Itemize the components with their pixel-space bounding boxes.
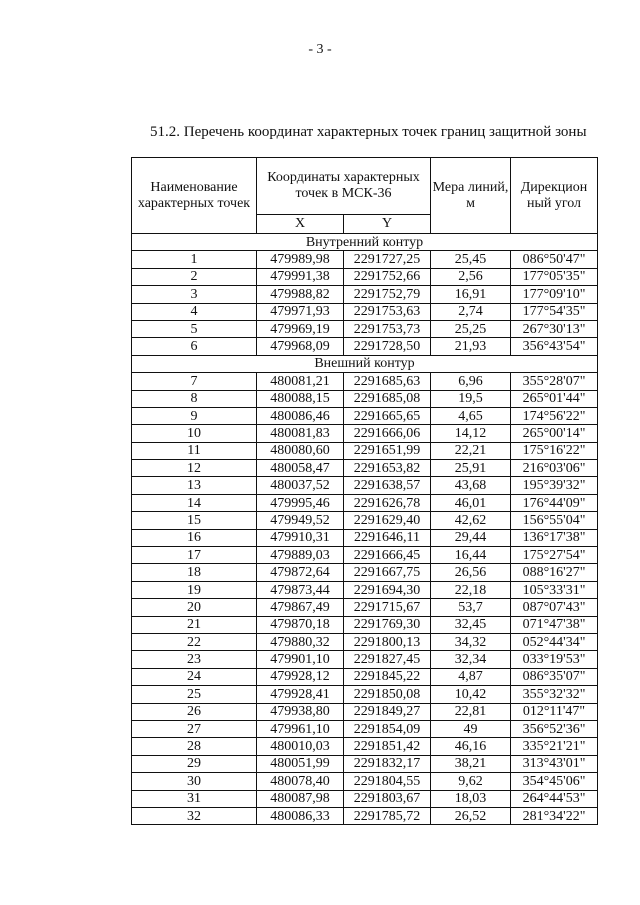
coord-x: 479995,46 [257, 494, 344, 511]
direction-angle: 177°54'35" [511, 303, 598, 320]
coord-y: 2291728,50 [344, 338, 431, 355]
line-length: 29,44 [431, 529, 511, 546]
point-number: 10 [132, 425, 257, 442]
coord-y: 2291629,40 [344, 512, 431, 529]
point-number: 2 [132, 268, 257, 285]
coord-y: 2291753,73 [344, 320, 431, 337]
header-x: X [257, 215, 344, 234]
line-length: 53,7 [431, 599, 511, 616]
point-number: 31 [132, 790, 257, 807]
direction-angle: 052°44'34" [511, 633, 598, 650]
coord-y: 2291653,82 [344, 460, 431, 477]
table-row [132, 720, 598, 737]
coord-y: 2291800,13 [344, 633, 431, 650]
direction-angle: 174°56'22" [511, 407, 598, 424]
table-row [132, 494, 598, 511]
coord-x: 479991,38 [257, 268, 344, 285]
direction-angle: 356°43'54" [511, 338, 598, 355]
point-number: 9 [132, 407, 257, 424]
coord-y: 2291715,67 [344, 599, 431, 616]
point-number: 15 [132, 512, 257, 529]
coord-x: 479949,52 [257, 512, 344, 529]
table-row [132, 807, 598, 824]
coord-x: 479961,10 [257, 720, 344, 737]
coord-y: 2291785,72 [344, 807, 431, 824]
header-point-name: Наименование характерных точек [132, 158, 257, 234]
coord-x: 480087,98 [257, 790, 344, 807]
coord-x: 479969,19 [257, 320, 344, 337]
coord-y: 2291804,55 [344, 773, 431, 790]
point-number: 32 [132, 807, 257, 824]
table-row [132, 703, 598, 720]
coord-y: 2291752,79 [344, 286, 431, 303]
line-length: 22,21 [431, 442, 511, 459]
line-length: 4,65 [431, 407, 511, 424]
line-length: 6,96 [431, 373, 511, 390]
point-number: 24 [132, 668, 257, 685]
line-length: 22,81 [431, 703, 511, 720]
direction-angle: 281°34'22" [511, 807, 598, 824]
line-length: 18,03 [431, 790, 511, 807]
coord-x: 480078,40 [257, 773, 344, 790]
table-row [132, 268, 598, 285]
direction-angle: 354°45'06" [511, 773, 598, 790]
direction-angle: 265°01'44" [511, 390, 598, 407]
table-row [132, 773, 598, 790]
line-length: 26,52 [431, 807, 511, 824]
header-coordinates: Координаты характерных точек в МСК-36 [257, 158, 431, 215]
coord-x: 480010,03 [257, 738, 344, 755]
coord-y: 2291832,17 [344, 755, 431, 772]
line-length: 25,91 [431, 460, 511, 477]
line-length: 49 [431, 720, 511, 737]
point-number: 6 [132, 338, 257, 355]
table-row [132, 755, 598, 772]
direction-angle: 086°35'07" [511, 668, 598, 685]
table-row [132, 686, 598, 703]
coord-y: 2291666,45 [344, 547, 431, 564]
line-length: 34,32 [431, 633, 511, 650]
line-length: 26,56 [431, 564, 511, 581]
table-row [132, 633, 598, 650]
table-row [132, 477, 598, 494]
table-caption: 51.2. Перечень координат характерных точек границ защитной зоны [150, 124, 587, 140]
coord-x: 480088,15 [257, 390, 344, 407]
line-length: 25,45 [431, 251, 511, 268]
line-length: 16,44 [431, 547, 511, 564]
point-number: 30 [132, 773, 257, 790]
point-number: 27 [132, 720, 257, 737]
direction-angle: 267°30'13" [511, 320, 598, 337]
point-number: 12 [132, 460, 257, 477]
coord-x: 479971,93 [257, 303, 344, 320]
table-row [132, 442, 598, 459]
direction-angle: 105°33'31" [511, 581, 598, 598]
line-length: 10,42 [431, 686, 511, 703]
coord-y: 2291646,11 [344, 529, 431, 546]
point-number: 29 [132, 755, 257, 772]
direction-angle: 088°16'27" [511, 564, 598, 581]
coord-y: 2291651,99 [344, 442, 431, 459]
section-title: Внешний контур [132, 355, 598, 372]
direction-angle: 356°52'36" [511, 720, 598, 737]
point-number: 28 [132, 738, 257, 755]
coord-x: 480051,99 [257, 755, 344, 772]
direction-angle: 176°44'09" [511, 494, 598, 511]
point-number: 7 [132, 373, 257, 390]
point-number: 3 [132, 286, 257, 303]
line-length: 4,87 [431, 668, 511, 685]
point-number: 8 [132, 390, 257, 407]
coord-x: 479870,18 [257, 616, 344, 633]
direction-angle: 087°07'43" [511, 599, 598, 616]
header-direction-angle: Дирекцион ный угол [511, 158, 598, 234]
line-length: 19,5 [431, 390, 511, 407]
coord-x: 479968,09 [257, 338, 344, 355]
table-row [132, 738, 598, 755]
point-number: 13 [132, 477, 257, 494]
line-length: 38,21 [431, 755, 511, 772]
coord-x: 480058,47 [257, 460, 344, 477]
table-row [132, 651, 598, 668]
coord-y: 2291752,66 [344, 268, 431, 285]
table-row [132, 668, 598, 685]
coord-y: 2291685,63 [344, 373, 431, 390]
direction-angle: 264°44'53" [511, 790, 598, 807]
coord-x: 480086,33 [257, 807, 344, 824]
coord-x: 480080,60 [257, 442, 344, 459]
line-length: 25,25 [431, 320, 511, 337]
table-row [132, 407, 598, 424]
direction-angle: 012°11'47" [511, 703, 598, 720]
coord-x: 480081,21 [257, 373, 344, 390]
coord-y: 2291694,30 [344, 581, 431, 598]
direction-angle: 177°09'10" [511, 286, 598, 303]
direction-angle: 175°16'22" [511, 442, 598, 459]
table-row [132, 425, 598, 442]
coord-x: 480037,52 [257, 477, 344, 494]
coord-y: 2291638,57 [344, 477, 431, 494]
coord-y: 2291769,30 [344, 616, 431, 633]
coord-x: 479989,98 [257, 251, 344, 268]
coord-x: 479938,80 [257, 703, 344, 720]
coord-x: 479873,44 [257, 581, 344, 598]
coord-y: 2291827,45 [344, 651, 431, 668]
direction-angle: 175°27'54" [511, 547, 598, 564]
point-number: 17 [132, 547, 257, 564]
coordinates-table [131, 157, 598, 825]
coord-y: 2291849,27 [344, 703, 431, 720]
section-title: Внутренний контур [132, 234, 598, 251]
direction-angle: 355°32'32" [511, 686, 598, 703]
line-length: 46,16 [431, 738, 511, 755]
direction-angle: 335°21'21" [511, 738, 598, 755]
coord-x: 479928,12 [257, 668, 344, 685]
table-row [132, 390, 598, 407]
point-number: 5 [132, 320, 257, 337]
point-number: 11 [132, 442, 257, 459]
coord-x: 479910,31 [257, 529, 344, 546]
table-row [132, 599, 598, 616]
point-number: 21 [132, 616, 257, 633]
table-row [132, 529, 598, 546]
table-row [132, 564, 598, 581]
coord-x: 479889,03 [257, 547, 344, 564]
coord-y: 2291665,65 [344, 407, 431, 424]
line-length: 22,18 [431, 581, 511, 598]
direction-angle: 071°47'38" [511, 616, 598, 633]
table-row [132, 320, 598, 337]
line-length: 9,62 [431, 773, 511, 790]
table-row [132, 286, 598, 303]
coord-x: 479901,10 [257, 651, 344, 668]
line-length: 14,12 [431, 425, 511, 442]
table-row [132, 547, 598, 564]
point-number: 26 [132, 703, 257, 720]
point-number: 25 [132, 686, 257, 703]
header-y: Y [344, 215, 431, 234]
table-row [132, 616, 598, 633]
line-length: 2,74 [431, 303, 511, 320]
coord-y: 2291850,08 [344, 686, 431, 703]
line-length: 32,45 [431, 616, 511, 633]
table-row [132, 373, 598, 390]
table-row [132, 790, 598, 807]
point-number: 22 [132, 633, 257, 650]
coord-y: 2291851,42 [344, 738, 431, 755]
section-row [132, 234, 598, 251]
table-row [132, 512, 598, 529]
line-length: 21,93 [431, 338, 511, 355]
page-number: - 3 - [308, 42, 332, 57]
point-number: 18 [132, 564, 257, 581]
direction-angle: 265°00'14" [511, 425, 598, 442]
point-number: 4 [132, 303, 257, 320]
coord-y: 2291803,67 [344, 790, 431, 807]
coord-y: 2291753,63 [344, 303, 431, 320]
direction-angle: 195°39'32" [511, 477, 598, 494]
coord-y: 2291626,78 [344, 494, 431, 511]
section-row [132, 355, 598, 372]
table-row [132, 338, 598, 355]
direction-angle: 313°43'01" [511, 755, 598, 772]
direction-angle: 033°19'53" [511, 651, 598, 668]
coord-x: 479988,82 [257, 286, 344, 303]
coord-x: 480086,46 [257, 407, 344, 424]
coord-y: 2291667,75 [344, 564, 431, 581]
line-length: 32,34 [431, 651, 511, 668]
direction-angle: 136°17'38" [511, 529, 598, 546]
direction-angle: 355°28'07" [511, 373, 598, 390]
table-row [132, 251, 598, 268]
direction-angle: 177°05'35" [511, 268, 598, 285]
line-length: 16,91 [431, 286, 511, 303]
line-length: 43,68 [431, 477, 511, 494]
coord-x: 479867,49 [257, 599, 344, 616]
direction-angle: 216°03'06" [511, 460, 598, 477]
line-length: 46,01 [431, 494, 511, 511]
coord-x: 480081,83 [257, 425, 344, 442]
point-number: 16 [132, 529, 257, 546]
table-row [132, 581, 598, 598]
line-length: 42,62 [431, 512, 511, 529]
point-number: 14 [132, 494, 257, 511]
coord-y: 2291727,25 [344, 251, 431, 268]
direction-angle: 086°50'47" [511, 251, 598, 268]
table-row [132, 460, 598, 477]
coord-y: 2291666,06 [344, 425, 431, 442]
direction-angle: 156°55'04" [511, 512, 598, 529]
line-length: 2,56 [431, 268, 511, 285]
header-line-length: Мера линий, м [431, 158, 511, 234]
coord-x: 479880,32 [257, 633, 344, 650]
coord-x: 479928,41 [257, 686, 344, 703]
coord-y: 2291854,09 [344, 720, 431, 737]
coord-x: 479872,64 [257, 564, 344, 581]
point-number: 23 [132, 651, 257, 668]
table-row [132, 303, 598, 320]
coord-y: 2291845,22 [344, 668, 431, 685]
point-number: 19 [132, 581, 257, 598]
point-number: 1 [132, 251, 257, 268]
coord-y: 2291685,08 [344, 390, 431, 407]
table-body [132, 234, 598, 825]
point-number: 20 [132, 599, 257, 616]
